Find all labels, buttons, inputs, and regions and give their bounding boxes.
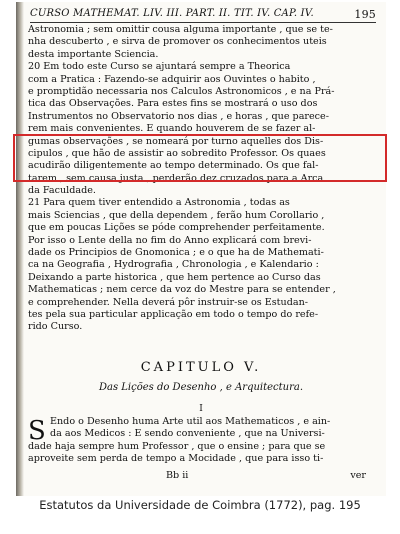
text-line: desta importante Sciencia. — [28, 48, 159, 60]
text-line: mais Sciencias , que della dependem , ferão hum Corollario , — [28, 209, 325, 221]
text-line: acudirão diligentemente ao tempo determinado. Os que fal- — [28, 160, 319, 172]
highlight-box — [13, 134, 387, 182]
text-line: dade os Principios de Gnomonica ; e o que ha de Mathemati- — [28, 247, 324, 259]
text-line: rido Curso. — [28, 321, 83, 333]
body-text-lower — [28, 416, 380, 466]
image-caption: Estatutos da Universidade de Coimbra (1772), pag. 195 — [39, 498, 361, 512]
drop-cap: S — [28, 416, 46, 446]
text-line: Deixando a parte historica , que hem pertence ao Curso das — [28, 271, 321, 283]
text-line: gumas observações , se nomeará por turno aquelles dos Dis- — [28, 135, 324, 147]
paragraph-number: I — [199, 404, 203, 414]
catchword: ver — [350, 470, 366, 481]
text-line: tica das Observações. Para estes fins se mostrará o uso dos — [28, 98, 318, 110]
text-line: dade haja sempre hum Professor , que o ensine ; para que se — [28, 440, 326, 452]
chapter-title: CAPITULO V. — [140, 360, 262, 375]
text-line: tes pela sua particular applicação em todo o tempo do refe- — [28, 308, 319, 320]
text-line: Instrumentos no Observatorio nos dias , e horas , que parece- — [28, 110, 329, 122]
page-number: 195 — [354, 8, 376, 21]
header-title: CURSO MATHEMAT. LIV. III. PART. II. TIT. IV. CAP. IV. — [30, 8, 314, 19]
text-line: nha descuberto , e sirva de promover os conhecimentos uteis — [28, 36, 327, 48]
page-binding-shadow — [16, 2, 24, 496]
text-line: 20 Em todo este Curso se ajuntará sempre a Theorica — [28, 61, 291, 73]
chapter-subtitle: Das Lições do Desenho , e Arquitectura. — [98, 382, 304, 393]
text-line: cipulos , que hão de assistir ao sobredito Professor. Os quaes — [28, 147, 326, 159]
text-line: com a Pratica : Fazendo-se adquirir aos Ouvintes o habito , — [28, 73, 316, 85]
text-line: Astronomia ; sem omittir cousa alguma importante , que se te- — [28, 24, 333, 35]
text-line: ca na Geografia , Hydrografia , Chronologia , e Kalendario : — [28, 259, 319, 271]
text-line: 21 Para quem tiver entendido a Astronomia , todas as — [28, 197, 290, 209]
text-line: Mathematicas ; nem cerce da voz do Mestre para se entender , — [28, 284, 336, 296]
text-line: da Faculdade. — [28, 185, 96, 197]
text-line: aproveite sem perda de tempo a Mocidade , que para isso ti- — [28, 453, 324, 465]
text-line: tarem , sem causa justa , perderão dez cruzados para a Arca — [28, 172, 324, 184]
text-line: da aos Medicos : E sendo conveniente , que na Universi- — [50, 428, 325, 440]
text-line: e promptidão necessaria nos Calculos Astronomicos , e na Prá- — [28, 85, 335, 97]
text-line: e comprehender. Nella deverá pôr instruir-se os Estudan- — [28, 296, 308, 308]
signature-mark: Bb ii — [166, 470, 189, 481]
running-header — [30, 8, 380, 19]
text-line: rem mais convenientes. E quando houverem de se fazer al- — [28, 123, 316, 135]
text-line: que em poucas Lições se póde comprehender perfeitamente. — [28, 222, 325, 234]
text-line: Por isso o Lente della no fim do Anno explicará com brevi- — [28, 234, 312, 246]
header-rule — [30, 22, 376, 23]
scanned-page — [16, 2, 386, 496]
text-line: Endo o Desenho huma Arte util aos Mathematicos , e ain- — [50, 416, 331, 427]
